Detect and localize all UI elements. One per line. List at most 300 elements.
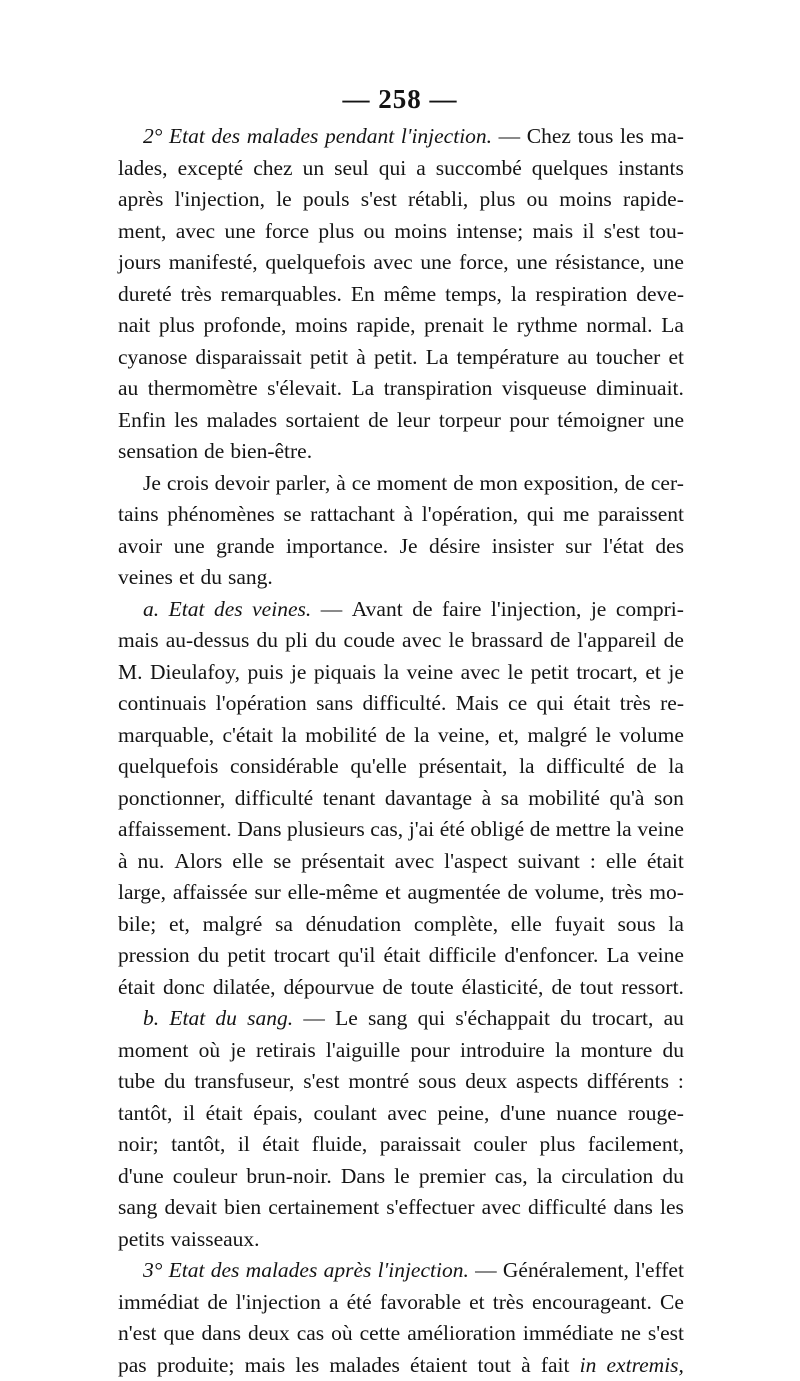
word: extremis, bbox=[607, 1350, 684, 1381]
word: paraissait bbox=[380, 1129, 461, 1161]
word: immédiate bbox=[523, 1318, 614, 1350]
word: le bbox=[449, 625, 465, 657]
word: l'injection bbox=[236, 1287, 321, 1319]
word: à bbox=[521, 1350, 531, 1381]
text-line bbox=[118, 594, 684, 626]
word: une bbox=[174, 531, 205, 563]
word: lades, bbox=[118, 153, 168, 185]
word: les bbox=[620, 121, 644, 153]
word: du bbox=[198, 940, 220, 972]
word: ou bbox=[364, 216, 386, 248]
word: compri- bbox=[616, 594, 684, 626]
word: qui bbox=[418, 1003, 445, 1035]
word: continuais bbox=[118, 688, 206, 720]
word: été bbox=[347, 1287, 372, 1319]
word: d'une bbox=[118, 1161, 164, 1193]
word: 2° bbox=[143, 121, 162, 153]
word: sang. bbox=[247, 1003, 293, 1035]
word: mais bbox=[533, 216, 574, 248]
word: elle bbox=[232, 846, 263, 878]
word: mettre bbox=[556, 814, 611, 846]
word: instants bbox=[618, 153, 684, 185]
word: de bbox=[368, 405, 388, 437]
word: la bbox=[537, 1161, 553, 1193]
word: pouls bbox=[303, 184, 350, 216]
word: la bbox=[668, 909, 684, 941]
text-line bbox=[118, 247, 684, 279]
word: veines bbox=[118, 562, 173, 594]
word: plus bbox=[480, 184, 516, 216]
word: cette bbox=[360, 1318, 401, 1350]
word: donc bbox=[163, 972, 205, 1004]
word: mo- bbox=[649, 877, 684, 909]
word: cas, bbox=[495, 1161, 528, 1193]
word: de bbox=[207, 1287, 227, 1319]
word: et bbox=[385, 877, 401, 909]
word: à bbox=[336, 468, 346, 500]
word: bien bbox=[224, 1192, 261, 1224]
word: était bbox=[262, 1129, 299, 1161]
word: Dans bbox=[237, 814, 281, 846]
word: tou- bbox=[649, 216, 684, 248]
word: Le bbox=[335, 1003, 358, 1035]
word: ou bbox=[527, 184, 549, 216]
word: l'injection, bbox=[175, 184, 265, 216]
word: malgré bbox=[203, 909, 263, 941]
word: la bbox=[555, 1035, 571, 1067]
word: ce bbox=[352, 468, 371, 500]
text-line bbox=[118, 1035, 684, 1067]
word: faire bbox=[442, 594, 481, 626]
word: suivant bbox=[518, 846, 580, 878]
word: malades bbox=[247, 121, 319, 153]
word: du bbox=[200, 562, 222, 594]
word: dans bbox=[202, 1318, 241, 1350]
word: difficulté bbox=[546, 751, 624, 783]
word: l'effet bbox=[635, 1255, 684, 1287]
word: nait bbox=[118, 310, 150, 342]
word: remarquables. bbox=[221, 279, 342, 311]
word: présentait, bbox=[418, 751, 507, 783]
word: me bbox=[563, 499, 589, 531]
word: il bbox=[183, 1098, 195, 1130]
word: bien-être. bbox=[230, 436, 312, 468]
word: difficile bbox=[429, 940, 497, 972]
word: et bbox=[179, 562, 195, 594]
word: sensation bbox=[118, 436, 198, 468]
word: au-dessus bbox=[166, 625, 250, 657]
word: cer- bbox=[651, 468, 684, 500]
word: la bbox=[511, 279, 527, 311]
word: affaissement. bbox=[118, 814, 232, 846]
word: pas bbox=[118, 1350, 147, 1381]
word: le bbox=[493, 310, 509, 342]
text-line bbox=[118, 751, 684, 783]
word: l'aspect bbox=[444, 846, 508, 878]
word: moins bbox=[295, 310, 348, 342]
word: obligé bbox=[470, 814, 524, 846]
word: tantôt, bbox=[118, 1098, 172, 1130]
word: monture bbox=[581, 1035, 653, 1067]
word: petit. bbox=[374, 342, 418, 374]
word: je bbox=[230, 1035, 246, 1067]
word: parler, bbox=[276, 468, 331, 500]
word: du bbox=[662, 1035, 684, 1067]
word: et bbox=[469, 1287, 485, 1319]
word: les bbox=[295, 1350, 319, 1381]
word: importance. bbox=[286, 531, 388, 563]
word: temps, bbox=[445, 279, 502, 311]
word: in bbox=[580, 1350, 597, 1381]
word: produite; bbox=[157, 1350, 235, 1381]
word: retirais bbox=[256, 1035, 316, 1067]
word: sous bbox=[617, 909, 655, 941]
word: La bbox=[661, 310, 684, 342]
word: mobilité bbox=[528, 783, 600, 815]
text-line bbox=[118, 1066, 684, 1098]
word: fluide, bbox=[312, 1129, 368, 1161]
word: l'appareil bbox=[577, 625, 656, 657]
text-line bbox=[118, 436, 684, 468]
word: paraissent bbox=[598, 499, 684, 531]
word: du bbox=[560, 1003, 582, 1035]
word: Enfin bbox=[118, 405, 166, 437]
word: résistance, bbox=[555, 247, 645, 279]
word: la bbox=[384, 657, 400, 689]
word: — bbox=[303, 1003, 325, 1035]
word: exposition, bbox=[524, 468, 619, 500]
word: avec bbox=[387, 1098, 426, 1130]
word: était bbox=[383, 940, 420, 972]
word: torpeur bbox=[439, 405, 501, 437]
word: manifesté, bbox=[169, 247, 258, 279]
word: Etat bbox=[169, 1003, 205, 1035]
word: certainement bbox=[268, 1192, 379, 1224]
word: tantôt, bbox=[171, 1129, 225, 1161]
word: force bbox=[265, 216, 309, 248]
word: quelques bbox=[532, 153, 608, 185]
word: moins bbox=[394, 216, 447, 248]
word: difficulté. bbox=[363, 688, 447, 720]
word: après bbox=[118, 184, 163, 216]
word: très bbox=[493, 1287, 524, 1319]
text-line bbox=[118, 846, 684, 878]
word: diminuait. bbox=[596, 373, 684, 405]
word: présentait bbox=[301, 846, 385, 878]
word: tous bbox=[578, 121, 614, 153]
word: je bbox=[291, 657, 307, 689]
word: des bbox=[655, 531, 684, 563]
word: elle bbox=[606, 846, 637, 878]
word: des bbox=[211, 121, 240, 153]
word: désire bbox=[429, 531, 480, 563]
text-line bbox=[118, 342, 684, 374]
word: moment bbox=[377, 468, 447, 500]
word: pression bbox=[118, 940, 190, 972]
word: une bbox=[653, 247, 684, 279]
word: à bbox=[356, 342, 366, 374]
word: : bbox=[678, 1066, 684, 1098]
word: des bbox=[211, 1255, 240, 1287]
word: qu'elle bbox=[350, 751, 406, 783]
word: qui bbox=[527, 499, 554, 531]
word: profonde, bbox=[203, 310, 286, 342]
word: tout bbox=[478, 1350, 511, 1381]
word: sans bbox=[316, 688, 353, 720]
word: piquais bbox=[314, 657, 376, 689]
word: avec bbox=[461, 657, 500, 689]
word: En bbox=[351, 279, 375, 311]
word: différents bbox=[587, 1066, 669, 1098]
text-line bbox=[118, 940, 684, 972]
word: l'injection. bbox=[401, 121, 492, 153]
text-line bbox=[118, 562, 684, 594]
word: phénomènes bbox=[167, 499, 274, 531]
text-line bbox=[118, 688, 684, 720]
word: je bbox=[591, 594, 607, 626]
word: montré bbox=[348, 1066, 409, 1098]
word: tains bbox=[118, 499, 159, 531]
word: devait bbox=[164, 1192, 217, 1224]
word: Dieulafoy, bbox=[150, 657, 240, 689]
word: : bbox=[590, 846, 596, 878]
text-line bbox=[118, 720, 684, 752]
word: de bbox=[550, 625, 570, 657]
word: circulation bbox=[561, 1161, 653, 1193]
word: coude bbox=[344, 625, 395, 657]
word: du bbox=[256, 625, 278, 657]
word: tenant bbox=[323, 783, 376, 815]
word: une bbox=[224, 216, 255, 248]
text-line bbox=[118, 279, 684, 311]
word: visqueuse bbox=[502, 373, 587, 405]
word: deve- bbox=[636, 279, 684, 311]
word: M. bbox=[118, 657, 143, 689]
word: veine bbox=[637, 814, 684, 846]
word: re- bbox=[660, 688, 684, 720]
word: ponctionner, bbox=[118, 783, 225, 815]
word: Alors bbox=[174, 846, 222, 878]
word: nu. bbox=[138, 846, 165, 878]
word: la bbox=[668, 751, 684, 783]
word: brun-noir. bbox=[246, 1161, 331, 1193]
word: normal. bbox=[586, 310, 652, 342]
text-line bbox=[118, 121, 684, 153]
word: premier bbox=[419, 1161, 486, 1193]
word: Avant bbox=[352, 594, 403, 626]
word: trocart, bbox=[576, 657, 637, 689]
word: large, bbox=[118, 877, 166, 909]
word: l'injection, bbox=[491, 594, 581, 626]
word: noir; bbox=[118, 1129, 159, 1161]
word: son bbox=[654, 783, 684, 815]
word: à bbox=[482, 783, 492, 815]
word: quelquefois bbox=[265, 247, 365, 279]
word: b. bbox=[143, 1003, 159, 1035]
word: qui bbox=[379, 153, 406, 185]
word: chez bbox=[253, 153, 292, 185]
word: le bbox=[276, 184, 292, 216]
text-line bbox=[118, 1318, 684, 1350]
text-line bbox=[118, 373, 684, 405]
word: sa bbox=[501, 783, 519, 815]
word: l'aiguille bbox=[326, 1035, 400, 1067]
word: Ce bbox=[660, 1287, 684, 1319]
word: deux bbox=[465, 1066, 507, 1098]
word: thermomètre bbox=[148, 373, 258, 405]
word: transfuseur, bbox=[194, 1066, 294, 1098]
word: devoir bbox=[215, 468, 270, 500]
word: sang bbox=[368, 1003, 407, 1035]
word: augmentée bbox=[408, 877, 501, 909]
word: quelquefois bbox=[118, 751, 218, 783]
word: volume bbox=[619, 720, 684, 752]
text-line bbox=[118, 1129, 684, 1161]
word: ne bbox=[621, 1318, 641, 1350]
word: rapide, bbox=[356, 310, 415, 342]
word: petit bbox=[310, 342, 348, 374]
word: moment bbox=[118, 1035, 188, 1067]
word: était bbox=[118, 972, 155, 1004]
word: Etat bbox=[169, 1255, 205, 1287]
word: toute bbox=[411, 972, 454, 1004]
word: mon bbox=[479, 468, 517, 500]
word: élasticité, bbox=[462, 972, 544, 1004]
word: s'est bbox=[604, 216, 640, 248]
word: le bbox=[596, 720, 612, 752]
word: avec bbox=[176, 216, 215, 248]
word: très bbox=[620, 688, 651, 720]
word: après bbox=[324, 1255, 372, 1287]
word: excepté bbox=[178, 153, 244, 185]
text-line bbox=[118, 1098, 684, 1130]
word: rétabli, bbox=[408, 184, 468, 216]
text-line bbox=[118, 184, 684, 216]
word: rattachant bbox=[310, 499, 395, 531]
word: affaissée bbox=[173, 877, 248, 909]
word: sur bbox=[254, 877, 280, 909]
word: malades bbox=[207, 405, 277, 437]
word: de bbox=[530, 814, 550, 846]
word: Généralement, bbox=[503, 1255, 629, 1287]
word: sortaient bbox=[286, 405, 360, 437]
word: dilatée, bbox=[213, 972, 276, 1004]
word: crois bbox=[167, 468, 209, 500]
word: sang. bbox=[228, 562, 273, 594]
word: cas, bbox=[370, 814, 403, 846]
word: Mais bbox=[456, 688, 499, 720]
text-line bbox=[118, 1350, 684, 1381]
word: insister bbox=[492, 531, 554, 563]
word: sur bbox=[565, 531, 591, 563]
word: succombé bbox=[436, 153, 522, 185]
word: de bbox=[412, 594, 432, 626]
word: de bbox=[664, 625, 684, 657]
word: que bbox=[164, 1318, 195, 1350]
word: se bbox=[283, 499, 301, 531]
word: à bbox=[118, 846, 128, 878]
word: une bbox=[420, 247, 451, 279]
word: malades bbox=[246, 1255, 318, 1287]
word: immédiat bbox=[118, 1287, 199, 1319]
word: au bbox=[664, 1003, 684, 1035]
body-text bbox=[118, 121, 684, 1381]
word: et bbox=[668, 342, 684, 374]
word: — bbox=[321, 594, 343, 626]
text-line bbox=[118, 909, 684, 941]
word: pendant bbox=[325, 121, 394, 153]
word: l'opération, bbox=[422, 499, 518, 531]
word: sa bbox=[275, 909, 293, 941]
word: 3° bbox=[143, 1255, 162, 1287]
word: et bbox=[645, 657, 661, 689]
word: seul bbox=[334, 153, 369, 185]
word: coulant bbox=[313, 1098, 376, 1130]
word: volume, bbox=[535, 877, 605, 909]
word: ma- bbox=[651, 121, 684, 153]
text-line bbox=[118, 783, 684, 815]
word: petits bbox=[118, 1224, 165, 1256]
text-line bbox=[118, 1003, 684, 1035]
word: — bbox=[499, 121, 521, 153]
word: tout bbox=[580, 972, 613, 1004]
word: de bbox=[385, 720, 405, 752]
word: trocart, bbox=[592, 1003, 653, 1035]
word: du bbox=[164, 1066, 186, 1098]
text-line bbox=[118, 405, 684, 437]
word: il bbox=[238, 1129, 250, 1161]
word: rouge- bbox=[628, 1098, 684, 1130]
word: dans bbox=[614, 1192, 653, 1224]
word: prenait bbox=[424, 310, 484, 342]
word: disparaissait bbox=[195, 342, 301, 374]
word: s'effectuer bbox=[386, 1192, 474, 1224]
word: de bbox=[508, 877, 528, 909]
word: toucher bbox=[596, 342, 660, 374]
text-line bbox=[118, 1255, 684, 1287]
word: mais bbox=[245, 1350, 286, 1381]
word: avec bbox=[395, 846, 434, 878]
word: de bbox=[204, 436, 224, 468]
word: jours bbox=[118, 247, 161, 279]
text-line bbox=[118, 972, 684, 1004]
word: encourageant. bbox=[532, 1287, 652, 1319]
page-number: — 258 — bbox=[0, 84, 800, 114]
word: pli bbox=[285, 625, 308, 657]
word: étaient bbox=[410, 1350, 467, 1381]
word: il bbox=[582, 216, 594, 248]
word: veines. bbox=[252, 594, 311, 626]
word: de bbox=[625, 468, 645, 500]
word: pour bbox=[410, 1035, 449, 1067]
word: elle bbox=[511, 909, 542, 941]
word: une bbox=[653, 405, 684, 437]
word: complète, bbox=[414, 909, 498, 941]
word: respiration bbox=[535, 279, 627, 311]
word: de bbox=[551, 972, 571, 1004]
word: mobilité bbox=[305, 720, 377, 752]
word: veine bbox=[407, 657, 454, 689]
text-line bbox=[118, 531, 684, 563]
word: était bbox=[573, 688, 610, 720]
word: s'est bbox=[361, 184, 397, 216]
word: rythme bbox=[517, 310, 578, 342]
text-line bbox=[118, 1192, 684, 1224]
word: s'élevait. bbox=[267, 373, 342, 405]
word: moins bbox=[559, 184, 612, 216]
word: une bbox=[516, 247, 547, 279]
word: de bbox=[382, 972, 402, 1004]
